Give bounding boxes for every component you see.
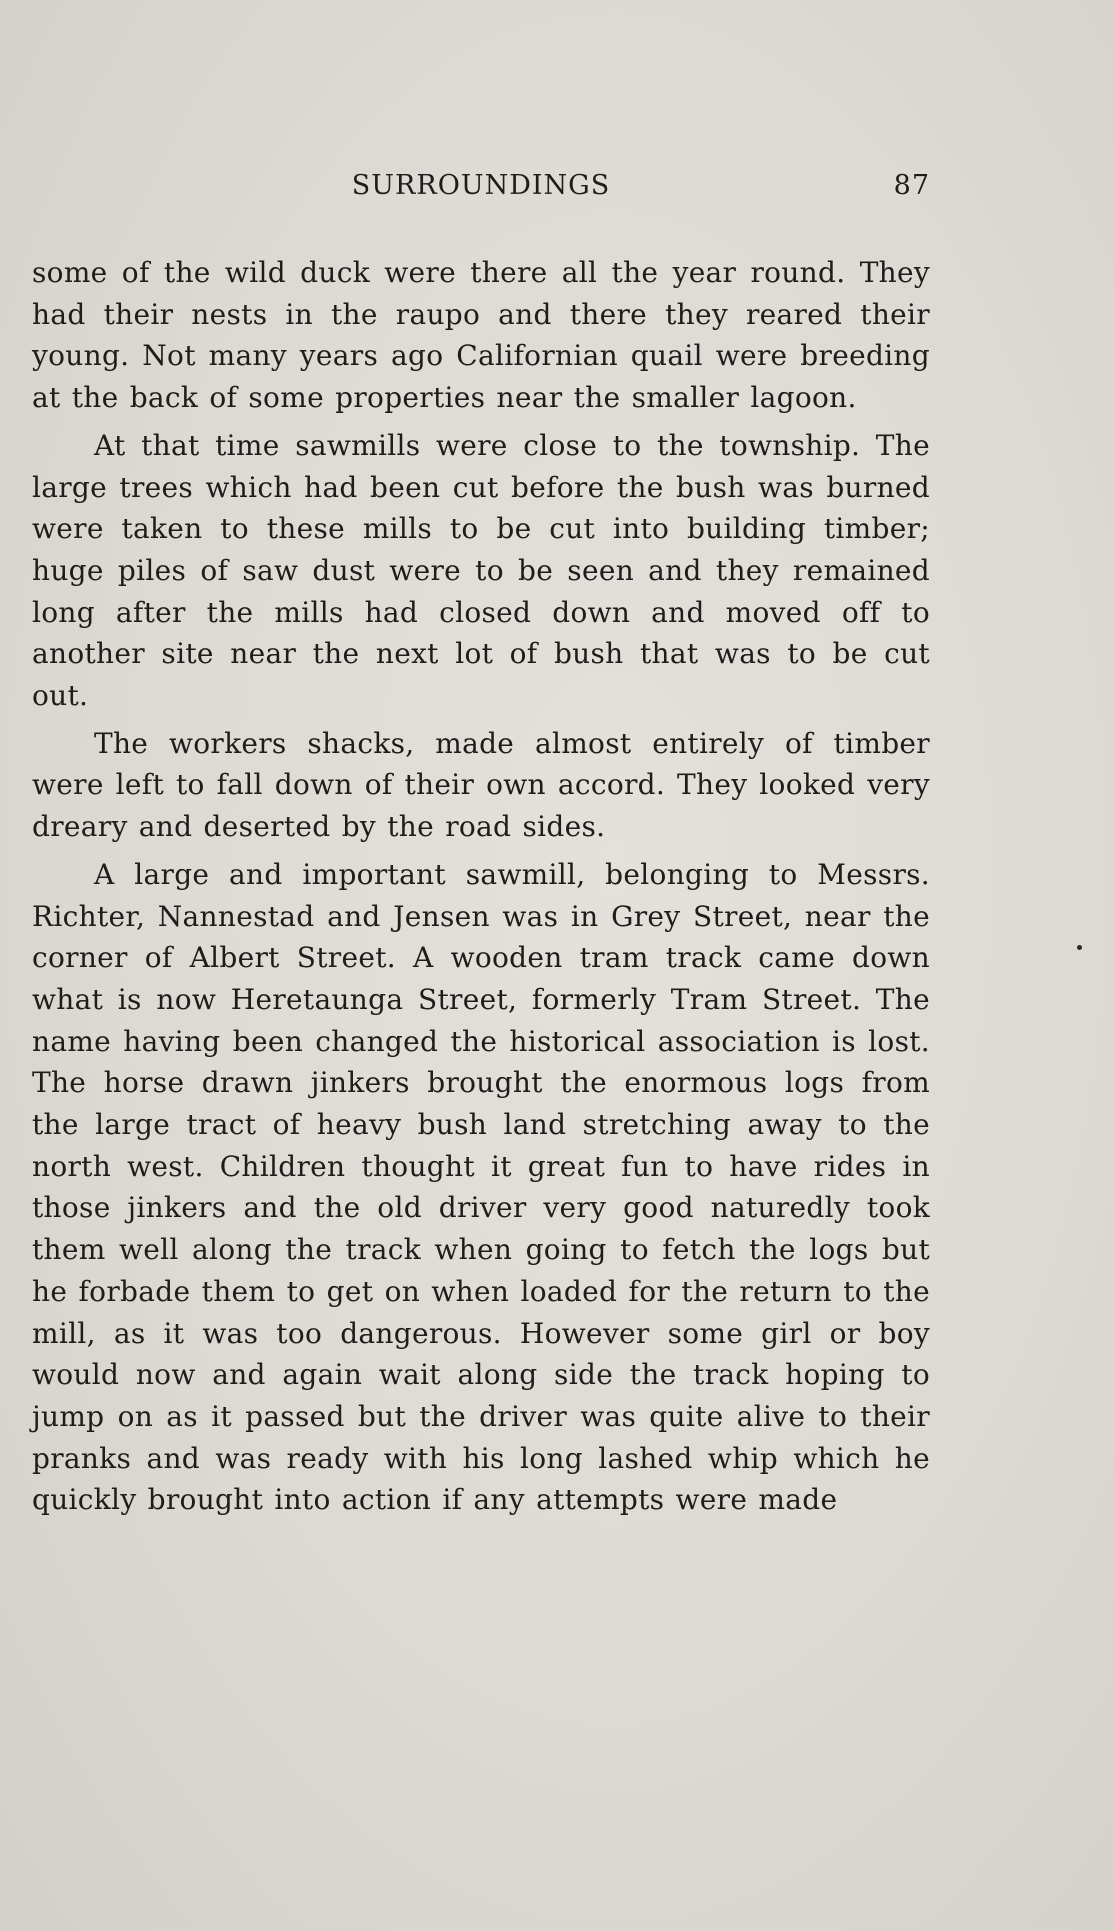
paragraph-continued: some of the wild duck were there all the year round. They had their nests in the raupo and there they reared their young. Not many years ago Californian quail were breeding at the back of some properties near the smaller lagoon. — [32, 256, 930, 415]
body-text — [32, 252, 930, 1527]
running-header — [32, 168, 930, 208]
paragraph-grey-street-sawmill: A large and important sawmill, belonging to Messrs. Richter, Nannestad and Jensen was in Grey Street, near the corner of Albert Street. A wooden tram track came down what is now Heretaunga Street, formerly Tram Street. The name having been changed the historical association is lost. The horse drawn jinkers brought the enormous logs from the large tract of heavy bush land stretching away to the north west. Children thought it great fun to have rides in those jinkers and the old driver very good naturedly took them well along the track when going to fetch the logs but he forbade them to get on when loaded for the return to the mill, as it was too dangerous. However some girl or boy would now and again wait along side the track hoping to jump on as it passed but the driver was quite alive to their pranks and was ready with his long lashed whip which he quickly brought into action if any attempts were made — [32, 857, 930, 1517]
paragraph-workers-shacks: The workers shacks, made almost entirely of timber were left to fall down of their own accord. They looked very dreary and deserted by the road sides. — [32, 726, 930, 844]
page-number: 87 — [893, 170, 930, 201]
paragraph-sawmills: At that time sawmills were close to the township. The large trees which had been cut before the bush was burned were taken to these mills to be cut into building timber; huge piles of saw dust were to be seen and they remained long after the mills had closed down and moved off to another site near the next lot of bush that was to be cut out. — [32, 428, 930, 713]
running-title: SURROUNDINGS — [351, 170, 611, 201]
ink-speck — [1077, 945, 1082, 950]
